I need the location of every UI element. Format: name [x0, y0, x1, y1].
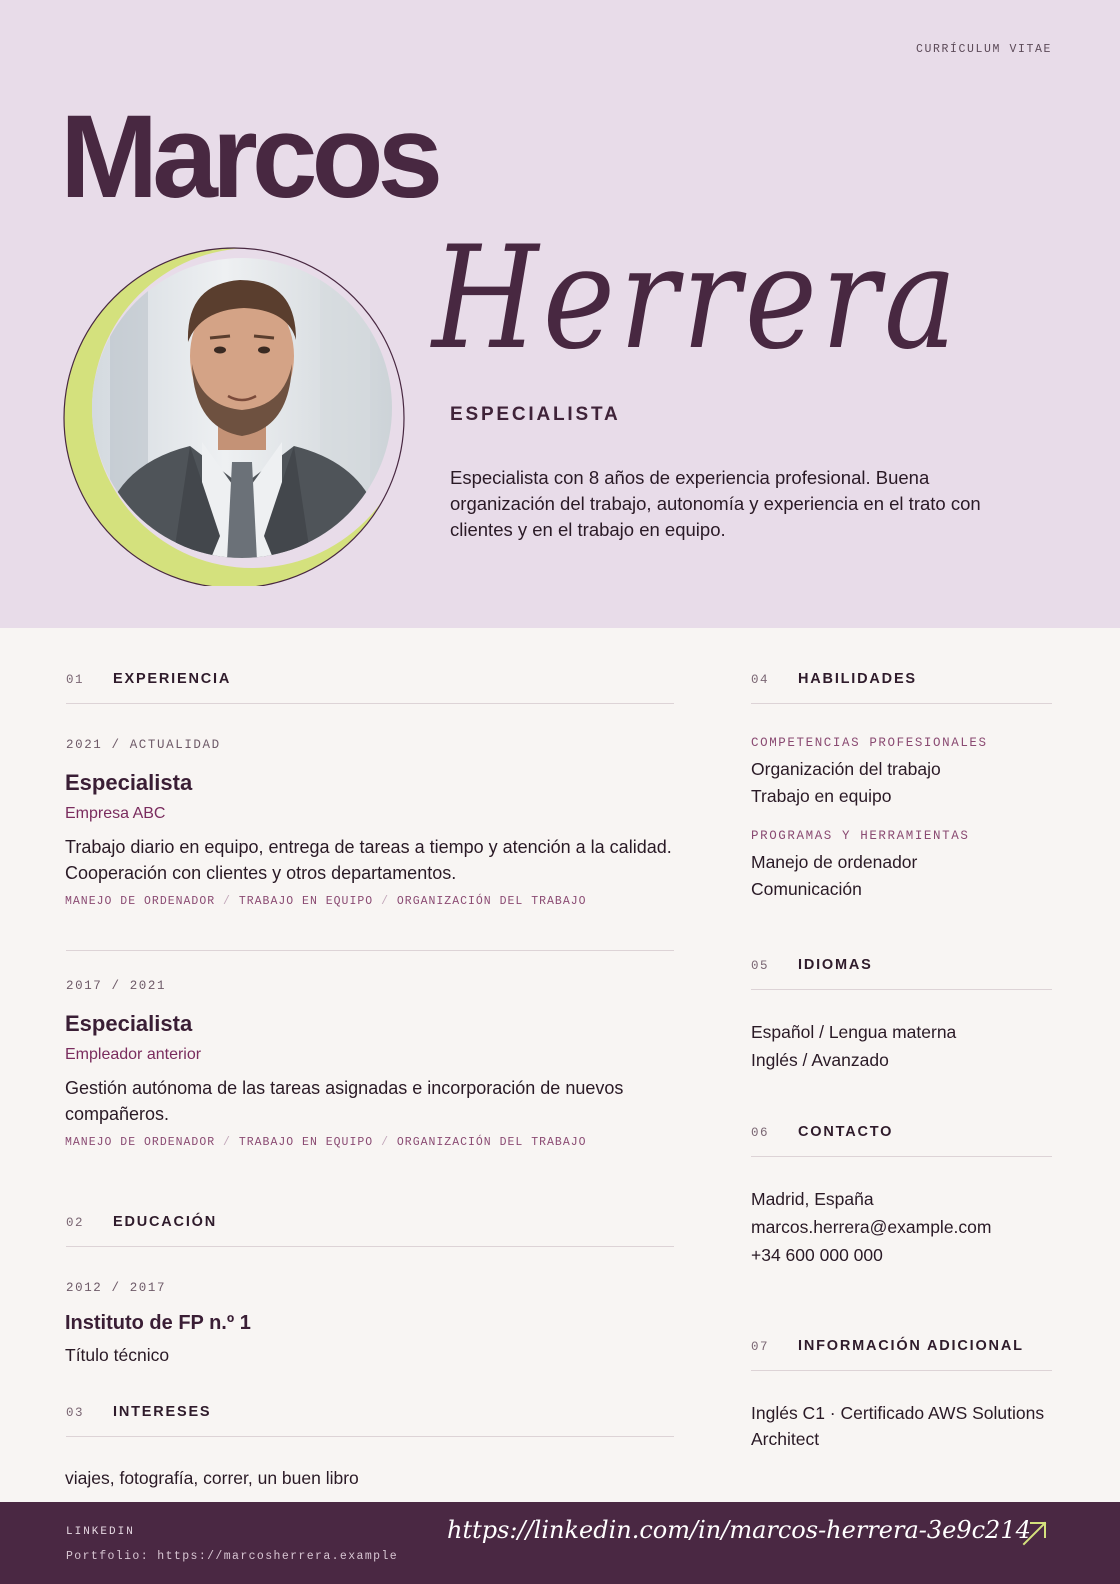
- arrow-up-right-icon[interactable]: [1020, 1518, 1050, 1553]
- tag: TRABAJO EN EQUIPO: [238, 1136, 374, 1149]
- footer: [0, 1502, 1120, 1584]
- skills-group-label: PROGRAMAS Y HERRAMIENTAS: [751, 829, 970, 843]
- job-company: Empresa ABC: [65, 805, 166, 822]
- skill-item: Manejo de ordenador: [751, 852, 918, 872]
- contact-email[interactable]: marcos.herrera@example.com: [751, 1217, 992, 1237]
- tag: MANEJO DE ORDENADOR: [65, 1136, 216, 1149]
- section-title: HABILIDADES: [798, 671, 917, 687]
- job-period: 2017 / 2021: [66, 979, 167, 993]
- profile-summary: Especialista con 8 años de experiencia profesional. Buena organización del trabajo, autonomía y experiencia en el trato con clientes y en el trabajo en equipo.: [450, 467, 981, 540]
- divider: [66, 950, 674, 951]
- job-title: Especialista: [65, 1011, 193, 1036]
- section-header-interests: [66, 1404, 674, 1437]
- education-period: 2012 / 2017: [66, 1281, 167, 1295]
- tag: ORGANIZACIÓN DEL TRABAJO: [396, 895, 587, 908]
- linkedin-label: LINKEDIN: [66, 1526, 135, 1538]
- tag: MANEJO DE ORDENADOR: [65, 895, 216, 908]
- job-description: Trabajo diario en equipo, entrega de tareas a tiempo y atención a la calidad. Cooperación con clientes y otros departamentos.: [65, 837, 672, 883]
- school-name: Instituto de FP n.º 1: [65, 1312, 251, 1334]
- first-name: Marcos: [60, 91, 438, 223]
- tag: TRABAJO EN EQUIPO: [238, 895, 374, 908]
- section-header-education: [66, 1214, 674, 1247]
- section-number: 01: [66, 673, 85, 687]
- section-number: 07: [751, 1340, 770, 1354]
- section-number: 03: [66, 1406, 85, 1420]
- section-title: INFORMACIÓN ADICIONAL: [798, 1338, 1024, 1354]
- job-period: 2021 / ACTUALIDAD: [66, 738, 221, 752]
- job-title: Especialista: [65, 770, 193, 795]
- job-description: Gestión autónoma de las tareas asignadas e incorporación de nuevos compañeros.: [65, 1078, 624, 1124]
- job-tags: MANEJO DE ORDENADOR / TRABAJO EN EQUIPO / ORGANIZACIÓN DEL TRABAJO: [65, 1136, 587, 1149]
- contact-location: Madrid, España: [751, 1189, 874, 1209]
- section-title: IDIOMAS: [798, 957, 873, 973]
- cv-label: CURRÍCULUM VITAE: [915, 43, 1052, 56]
- additional-text: Inglés C1 · Certificado AWS Solutions Architect: [751, 1403, 1045, 1449]
- section-header-additional: [751, 1338, 1052, 1371]
- job-company: Empleador anterior: [65, 1046, 202, 1063]
- skill-item: Comunicación: [751, 879, 862, 899]
- section-number: 02: [66, 1216, 85, 1230]
- role-title: ESPECIALISTA: [450, 404, 621, 425]
- section-title: CONTACTO: [798, 1124, 894, 1140]
- section-header-experience: [66, 671, 674, 704]
- skill-item: Trabajo en equipo: [751, 786, 892, 806]
- contact-phone[interactable]: +34 600 000 000: [751, 1245, 883, 1265]
- portfolio-link[interactable]: Portfolio: https://marcosherrera.example: [66, 1550, 399, 1563]
- skills-group-label: COMPETENCIAS PROFESIONALES: [751, 736, 988, 750]
- section-title: EXPERIENCIA: [113, 671, 232, 687]
- section-title: INTERESES: [113, 1404, 212, 1420]
- section-number: 06: [751, 1126, 770, 1140]
- section-header-skills: [751, 671, 1052, 704]
- language-item: Español / Lengua materna: [751, 1022, 957, 1042]
- last-name: Herrera: [432, 216, 962, 381]
- section-number: 04: [751, 673, 770, 687]
- skill-item: Organización del trabajo: [751, 759, 941, 779]
- interests-text: viajes, fotografía, correr, un buen libro: [65, 1468, 359, 1488]
- language-item: Inglés / Avanzado: [751, 1050, 889, 1070]
- section-header-contact: [751, 1124, 1052, 1157]
- linkedin-link[interactable]: https://linkedin.com/in/marcos-herrera-3e9c214: [447, 1516, 1031, 1544]
- tag: ORGANIZACIÓN DEL TRABAJO: [396, 1136, 587, 1149]
- degree: Título técnico: [65, 1345, 170, 1365]
- section-header-languages: [751, 957, 1052, 990]
- section-title: EDUCACIÓN: [113, 1214, 218, 1230]
- section-number: 05: [751, 959, 770, 973]
- profile-photo: [62, 242, 406, 586]
- job-tags: MANEJO DE ORDENADOR / TRABAJO EN EQUIPO / ORGANIZACIÓN DEL TRABAJO: [65, 895, 587, 908]
- hero-header: [0, 0, 1120, 628]
